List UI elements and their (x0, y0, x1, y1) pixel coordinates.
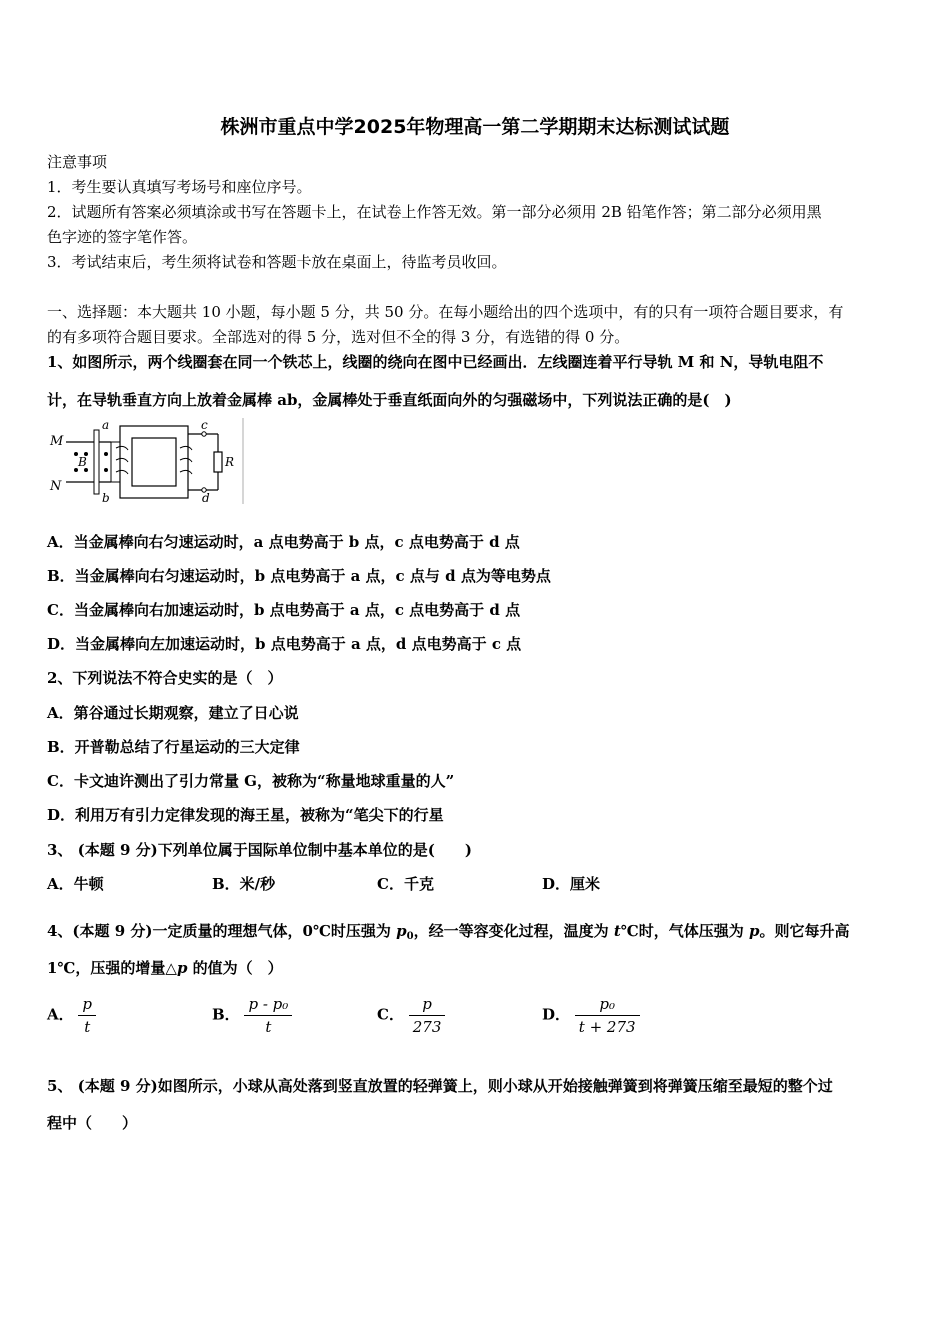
figure-label-m: M (50, 434, 64, 449)
question-1-stem: 计，在导轨垂直方向上放着金属棒 ab，金属棒处于垂直纸面向外的匀强磁场中，下列说法正确的是( ) (47, 391, 732, 409)
question-3-option-d: D．厘米 (542, 875, 601, 893)
question-5-stem: 5、 (本题 9 分)如图所示，小球从高处落到竖直放置的轻弹簧上，则小球从开始接触弹簧到将弹簧压缩至最短的整个过 (47, 1077, 833, 1095)
question-1-option-c: C．当金属棒向右加速运动时，b 点电势高于 a 点，c 点电势高于 d 点 (47, 601, 521, 619)
notice-item: 3．考试结束后，考生须将试卷和答题卡放在桌面上，待监考员收回。 (47, 253, 507, 271)
question-4-stem: 4、(本题 9 分)一定质量的理想气体，0℃时压强为 $p_0$，经一等容变化过程，温度为 t℃时，气体压强为 p。则它每升高 (47, 922, 850, 942)
question-3-stem: 3、 (本题 9 分)下列单位属于国际单位制中基本单位的是( ) (47, 841, 472, 859)
figure-label-b: b (102, 491, 110, 504)
transformer-circuit-figure (46, 418, 246, 504)
notice-item: 2．试题所有答案必须填涂或书写在答题卡上，在试卷上作答无效。第一部分必须用 2B 铅笔作答；第二部分必须用黑 (47, 203, 822, 221)
question-1-stem: 1、如图所示，两个线圈套在同一个铁芯上，线圈的绕向在图中已经画出．左线圈连着平行导轨 M 和 N，导轨电阻不 (47, 353, 824, 371)
question-4-stem: 1℃，压强的增量△p 的值为（ ） (47, 959, 283, 977)
question-2-option-c: C．卡文迪许测出了引力常量 G，被称为“称量地球重量的人” (47, 772, 455, 790)
figure-label-d: d (202, 491, 210, 504)
figure-label-c: c (201, 418, 208, 432)
question-4-option-c: C． $\frac{p}{273}$ (377, 994, 445, 1037)
notice-item: 色字迹的签字笔作答。 (47, 228, 198, 246)
figure-label-r: R (225, 455, 235, 469)
notice-item: 1．考生要认真填写考场号和座位序号。 (47, 178, 312, 196)
question-4-option-a: A． $\frac{p}{t}$ (47, 994, 96, 1037)
notice-heading: 注意事项 (47, 153, 108, 171)
section-intro: 的有多项符合题目要求。全部选对的得 5 分，选对但不全的得 3 分，有选错的得 0 分。 (47, 328, 630, 346)
section-intro: 一、选择题：本大题共 10 小题，每小题 5 分，共 50 分。在每小题给出的四个选项中，有的只有一项符合题目要求，有 (47, 303, 844, 321)
question-4-option-d: D． $\frac{\text{p₀}}{t + 273}$ (542, 994, 640, 1037)
question-2-option-d: D．利用万有引力定律发现的海王星，被称为“笔尖下的行星 (47, 806, 444, 824)
question-2-option-b: B．开普勒总结了行星运动的三大定律 (47, 738, 300, 756)
question-1-option-a: A．当金属棒向右匀速运动时，a 点电势高于 b 点，c 点电势高于 d 点 (47, 533, 520, 551)
question-5-stem: 程中（ ） (47, 1114, 138, 1132)
question-4-option-b: B． $\frac{\text{p - p₀}}{t}$ (212, 994, 292, 1037)
question-3-option-b: B．米/秒 (212, 875, 276, 893)
question-1-option-b: B．当金属棒向右匀速运动时，b 点电势高于 a 点，c 点与 d 点为等电势点 (47, 567, 551, 585)
question-1-option-d: D．当金属棒向左加速运动时，b 点电势高于 a 点，d 点电势高于 c 点 (47, 635, 522, 653)
figure-label-a: a (102, 418, 110, 432)
question-2-stem: 2、下列说法不符合史实的是（ ） (47, 669, 283, 687)
question-3-option-a: A．牛顿 (47, 875, 104, 893)
figure-label-b-field: B (78, 455, 87, 469)
figure-label-n: N (50, 479, 62, 494)
question-3-option-c: C．千克 (377, 875, 434, 893)
question-2-option-a: A．第谷通过长期观察，建立了日心说 (47, 704, 299, 722)
page-title: 株洲市重点中学2025年物理高一第二学期期末达标测试试题 (220, 116, 730, 138)
